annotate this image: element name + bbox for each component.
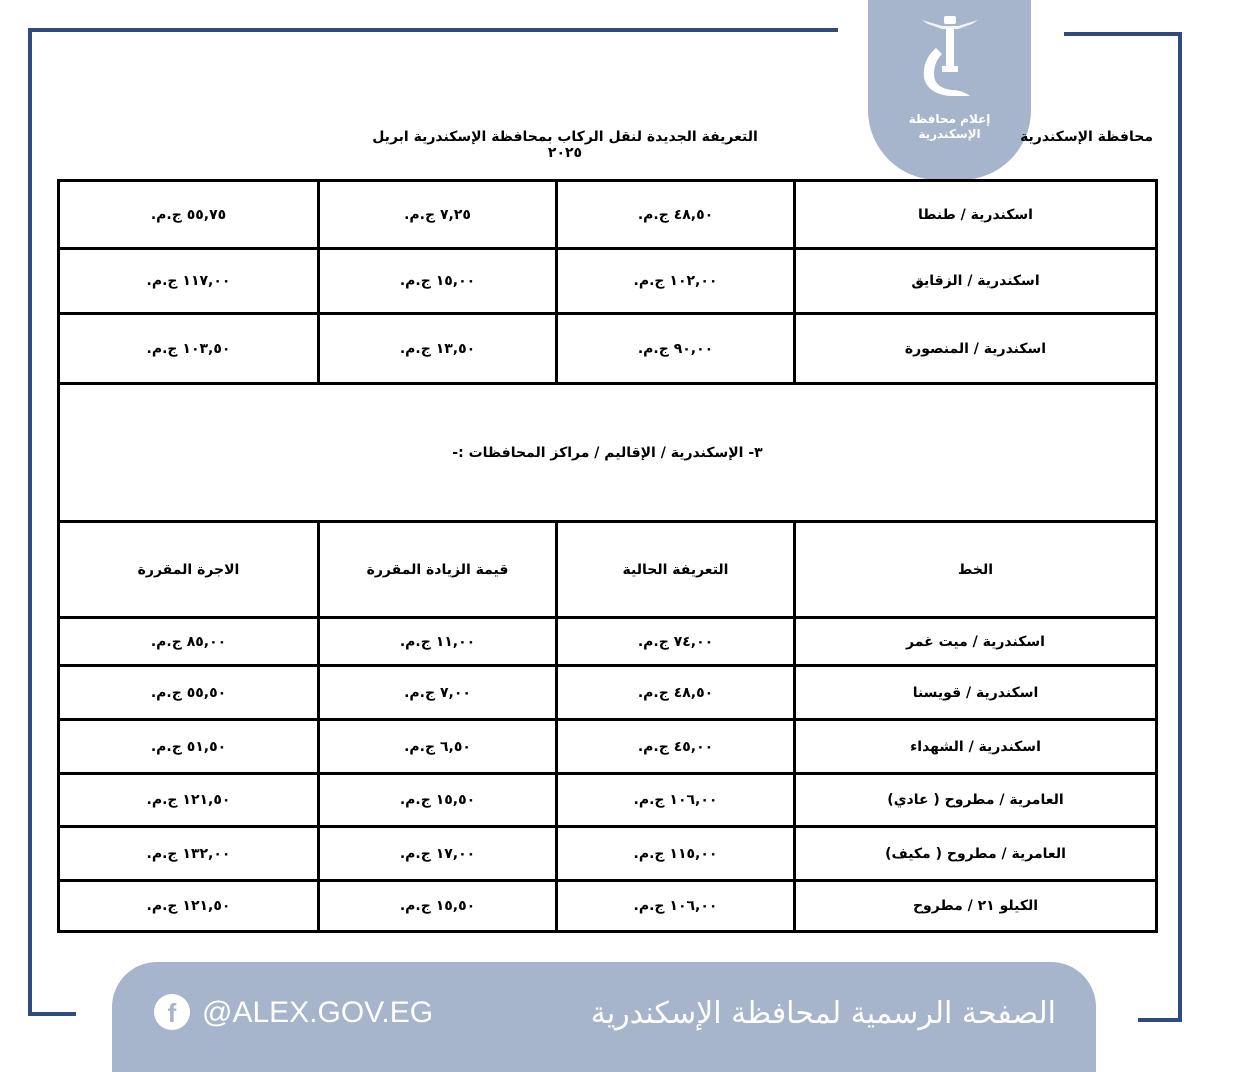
increase-cell: ٧,٠٠ ج.م. <box>319 666 557 720</box>
new-fare-cell: ٥٥,٧٥ ج.م. <box>59 181 319 249</box>
frame-bottom-right <box>1138 1018 1182 1022</box>
route-cell: اسكندرية / الزقايق <box>795 249 1157 314</box>
table-row <box>59 720 1157 774</box>
new-fare-cell: ٨٥,٠٠ ج.م. <box>59 618 319 666</box>
section-row <box>59 384 1157 522</box>
increase-cell: ١١,٠٠ ج.م. <box>319 618 557 666</box>
current-fare-cell: ٩٠,٠٠ ج.م. <box>557 314 795 384</box>
route-cell: العامرية / مطروح ( عادي) <box>795 774 1157 827</box>
new-fare-cell: ٥١,٥٠ ج.م. <box>59 720 319 774</box>
table-row <box>59 827 1157 881</box>
route-cell: العامرية / مطروح ( مكيف) <box>795 827 1157 881</box>
fares-table <box>57 179 1158 933</box>
footer-banner <box>112 962 1096 1072</box>
table-row <box>59 774 1157 827</box>
increase-cell: ٦,٥٠ ج.م. <box>319 720 557 774</box>
increase-cell: ١٥,٥٠ ج.م. <box>319 774 557 827</box>
current-fare-cell: ١٠٦,٠٠ ج.م. <box>557 881 795 932</box>
frame-left <box>28 28 32 1016</box>
route-cell: الكيلو ٢١ / مطروح <box>795 881 1157 932</box>
table-row <box>59 618 1157 666</box>
route-cell: اسكندرية / طنطا <box>795 181 1157 249</box>
new-fare-cell: ١٣٢,٠٠ ج.م. <box>59 827 319 881</box>
table-row <box>59 314 1157 384</box>
table-row <box>59 666 1157 720</box>
current-fare-cell: ١٠٦,٠٠ ج.م. <box>557 774 795 827</box>
table-row <box>59 249 1157 314</box>
increase-cell: ١٣,٥٠ ج.م. <box>319 314 557 384</box>
new-fare-cell: ٥٥,٥٠ ج.م. <box>59 666 319 720</box>
current-fare-cell: ١٠٢,٠٠ ج.م. <box>557 249 795 314</box>
new-fare-cell: ١٢١,٥٠ ج.م. <box>59 881 319 932</box>
increase-cell: ١٥,٠٠ ج.م. <box>319 249 557 314</box>
section-title-cell: ٣- الإسكندرية / الإقاليم / مراكز المحافظات :- <box>59 384 1157 522</box>
official-page-title: الصفحة الرسمية لمحافظة الإسكندرية <box>590 996 1056 1031</box>
logo-text-line2: الإسكندرية <box>918 127 981 141</box>
governorate-name: محافظة الإسكندرية <box>1020 129 1153 145</box>
frame-top-right <box>1064 32 1182 36</box>
header-current-fare: التعريفة الحالية <box>557 522 795 618</box>
current-fare-cell: ٤٨,٥٠ ج.م. <box>557 666 795 720</box>
route-cell: اسكندرية / الشهداء <box>795 720 1157 774</box>
increase-cell: ١٥,٥٠ ج.م. <box>319 881 557 932</box>
facebook-icon[interactable]: f <box>154 994 190 1030</box>
table-row <box>59 181 1157 249</box>
document-title: التعريفة الجديدة لنقل الركاب بمحافظة الإسكندرية ابريل ٢٠٢٥ <box>372 129 758 161</box>
increase-cell: ٧,٢٥ ج.م. <box>319 181 557 249</box>
header-route: الخط <box>795 522 1157 618</box>
current-fare-cell: ٤٥,٠٠ ج.م. <box>557 720 795 774</box>
frame-top-left <box>28 28 838 32</box>
logo-text-line1: إعلام محافظة <box>908 112 991 126</box>
table-row <box>59 881 1157 932</box>
frame-right <box>1178 32 1182 1022</box>
current-fare-cell: ٧٤,٠٠ ج.م. <box>557 618 795 666</box>
increase-cell: ١٧,٠٠ ج.م. <box>319 827 557 881</box>
new-fare-cell: ١٢١,٥٠ ج.م. <box>59 774 319 827</box>
current-fare-cell: ١١٥,٠٠ ج.م. <box>557 827 795 881</box>
header-row <box>59 522 1157 618</box>
alexandria-logo-icon <box>912 8 988 106</box>
route-cell: اسكندرية / قويسنا <box>795 666 1157 720</box>
current-fare-cell: ٤٨,٥٠ ج.م. <box>557 181 795 249</box>
new-fare-cell: ١٠٣,٥٠ ج.م. <box>59 314 319 384</box>
logo-tab <box>868 0 1031 180</box>
header-increase: قيمة الزيادة المقررة <box>319 522 557 618</box>
new-fare-cell: ١١٧,٠٠ ج.م. <box>59 249 319 314</box>
frame-bottom-left <box>28 1012 76 1016</box>
route-cell: اسكندرية / المنصورة <box>795 314 1157 384</box>
facebook-handle[interactable]: @ALEX.GOV.EG <box>202 996 434 1029</box>
route-cell: اسكندرية / ميت غمر <box>795 618 1157 666</box>
header-new-fare: الاجرة المقررة <box>59 522 319 618</box>
